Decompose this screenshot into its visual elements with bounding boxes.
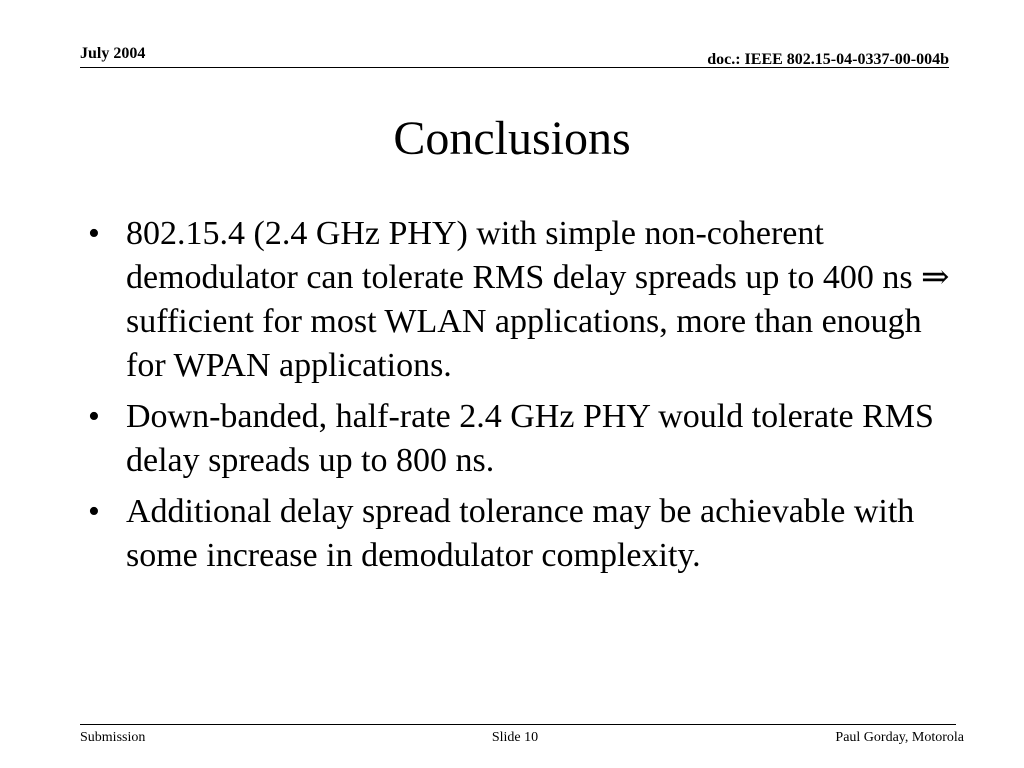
bullet-item-1 bbox=[84, 212, 954, 388]
bullet-item-2 bbox=[84, 395, 954, 483]
footer-author: Paul Gorday, Motorola bbox=[835, 730, 964, 745]
footer-rule bbox=[80, 724, 956, 725]
footer-submission: Submission bbox=[80, 730, 146, 745]
bullet-item-3 bbox=[84, 490, 954, 578]
bullet-marker: • bbox=[88, 493, 100, 530]
bullet-marker: • bbox=[88, 398, 100, 435]
header-rule bbox=[80, 67, 949, 68]
header-date: July 2004 bbox=[80, 45, 146, 62]
header-doc-id: doc.: IEEE 802.15-04-0337-00-004b bbox=[707, 51, 949, 68]
slide-title: Conclusions bbox=[393, 112, 631, 165]
bullet-marker: • bbox=[88, 215, 100, 252]
bullet-text-3: Additional delay spread tolerance may be achievable with some increase in demodulator complexity. bbox=[126, 493, 915, 574]
bullet-text-1: 802.15.4 (2.4 GHz PHY) with simple non-coherent demodulator can tolerate RMS delay spreads up to 400 ns ⇒ sufficient for most WLAN applications, more than enough for WPAN applications. bbox=[126, 215, 950, 384]
bullet-list bbox=[84, 212, 954, 585]
footer-slide-number: Slide 10 bbox=[491, 730, 539, 745]
bullet-text-2: Down-banded, half-rate 2.4 GHz PHY would tolerate RMS delay spreads up to 800 ns. bbox=[126, 398, 934, 479]
